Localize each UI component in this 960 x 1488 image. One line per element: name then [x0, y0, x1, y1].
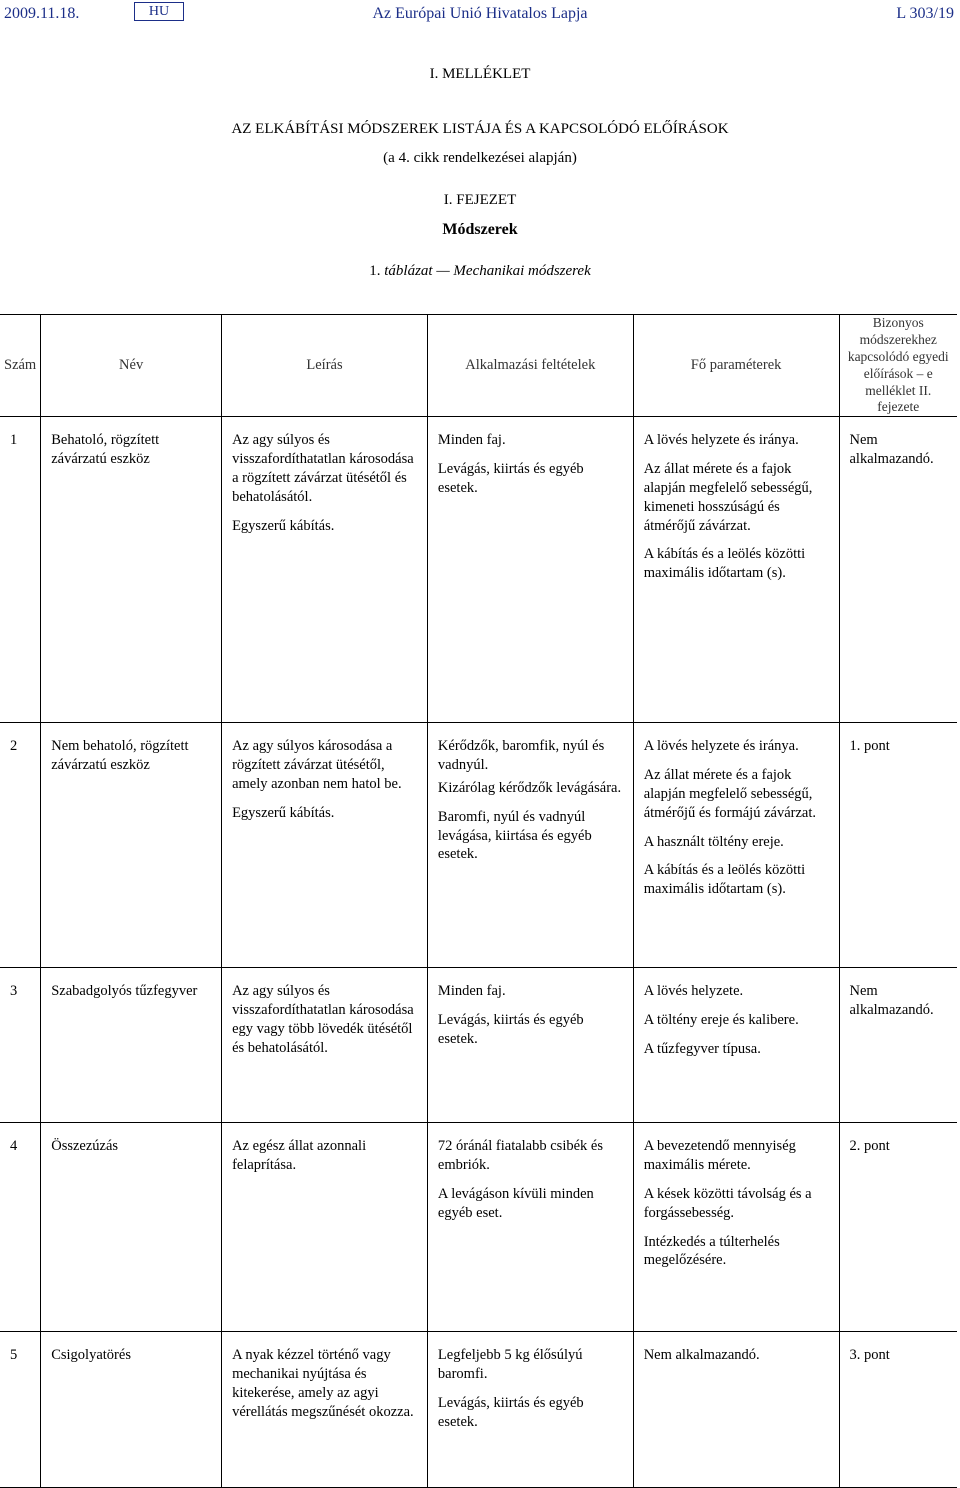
annex-title: I. MELLÉKLET	[429, 66, 531, 82]
cond-para: Levágás, kiirtás és egyéb esetek.	[437, 461, 584, 496]
param-para: A lövés helyzete és iránya.	[643, 432, 799, 449]
table-caption	[0, 263, 960, 280]
param-para: A használt töltény ereje.	[643, 833, 784, 850]
cell-requirements: 1. pont	[839, 723, 957, 968]
header-cell: Alkalmazási feltételek	[427, 315, 633, 417]
cell-desc	[222, 1123, 428, 1332]
methods-table	[0, 314, 957, 1488]
cell-params	[633, 1123, 839, 1332]
cell-name: Csigolyatörés	[41, 1332, 222, 1488]
journal-title: Az Európai Unió Hivatalos Lapja	[372, 5, 588, 22]
cell-conditions	[427, 968, 633, 1123]
param-para: A kések közötti távolság és a forgássebesség.	[643, 1185, 812, 1221]
param-para: A lövés helyzete és iránya.	[643, 738, 799, 755]
cell-requirements: 3. pont	[839, 1332, 957, 1488]
cell-params	[633, 968, 839, 1123]
header-cell: Szám	[0, 315, 41, 417]
cell-desc	[222, 417, 428, 723]
header-cell: Név	[41, 315, 222, 417]
param-para: Intézkedés a túlterhelés megelőzésére.	[643, 1233, 780, 1269]
desc-para: A nyak kézzel történő vagy mechanikai nyújtása és kitekerése, amely az agyi vérellátás megszűnését okozza.	[232, 1347, 414, 1420]
cell-desc	[222, 968, 428, 1123]
cell-desc	[222, 1332, 428, 1488]
cell-num: 3	[0, 968, 41, 1123]
param-para: A tűzfegyver típusa.	[643, 1040, 761, 1057]
cond-para: Legfeljebb 5 kg élősúlyú baromfi.	[437, 1347, 583, 1383]
table-row	[0, 1123, 957, 1332]
cell-params	[633, 1332, 839, 1488]
desc-para: Az agy súlyos károsodása a rögzített závárzat ütésétől, amely azonban nem hatol be.	[232, 738, 402, 792]
header-cell: Bizonyos módszerekhez kapcsolódó egyedi előírások – e melléklet II. fejezete	[839, 315, 957, 417]
publication-date: 2009.11.18.	[4, 5, 80, 22]
table-row	[0, 723, 957, 968]
cond-para: Minden faj.	[437, 983, 506, 1000]
param-para: A kábítás és a leölés közötti maximális időtartam (s).	[643, 546, 806, 582]
cell-name: Szabadgolyós tűzfegyver	[41, 968, 222, 1123]
desc-para: Egyszerű kábítás.	[232, 517, 335, 534]
cell-num: 4	[0, 1123, 41, 1332]
cond-para: Minden faj.	[437, 432, 506, 449]
cell-conditions	[427, 417, 633, 723]
header-cell: Leírás	[222, 315, 428, 417]
cell-num: 2	[0, 723, 41, 968]
table-header-row	[0, 315, 957, 417]
cell-name: Nem behatoló, rögzített závárzatú eszköz	[41, 723, 222, 968]
cond-para: A levágáson kívüli minden egyéb eset.	[437, 1185, 594, 1221]
table-row	[0, 1332, 957, 1488]
cell-conditions	[427, 1123, 633, 1332]
cell-params	[633, 417, 839, 723]
header-cell: Fő paraméterek	[633, 315, 839, 417]
cell-name: Összezúzás	[41, 1123, 222, 1332]
table-row	[0, 968, 957, 1123]
cond-para: Baromfi, nyúl és vadnyúl levágása, kiirtása és egyéb esetek.	[437, 808, 592, 863]
cond-para: Kérődzők, baromfik, nyúl és vadnyúl.	[437, 738, 605, 774]
cell-requirements: Nem alkalmazandó.	[839, 968, 957, 1123]
cond-para: 72 óránál fiatalabb csibék és embriók.	[437, 1138, 603, 1174]
caption-number: 1.	[369, 263, 385, 279]
cond-para: Kizárólag kérődzők levágására.	[437, 779, 622, 796]
desc-para: Egyszerű kábítás.	[232, 804, 335, 821]
language-badge: HU	[134, 2, 184, 21]
param-para: Az állat mérete és a fajok alapján megfelelő sebességű, kimeneti hosszúságú és átmérőjű závárzat.	[643, 461, 813, 534]
page-number: L 303/19	[896, 5, 954, 22]
caption-title: táblázat — Mechanikai módszerek	[384, 263, 591, 279]
table-caption-text	[369, 263, 591, 279]
desc-para: Az agy súlyos és visszafordíthatatlan károsodása egy vagy több lövedék ütésétől és behatolásától.	[232, 983, 414, 1056]
cell-requirements: 2. pont	[839, 1123, 957, 1332]
cell-desc	[222, 723, 428, 968]
main-title: AZ ELKÁBÍTÁSI MÓDSZEREK LISTÁJA ÉS A KAPCSOLÓDÓ ELŐÍRÁSOK	[231, 121, 729, 137]
cond-para: Levágás, kiirtás és egyéb esetek.	[437, 1012, 584, 1047]
cell-conditions	[427, 723, 633, 968]
param-para: A lövés helyzete.	[643, 983, 744, 1000]
param-para: A kábítás és a leölés közötti maximális időtartam (s).	[643, 862, 806, 898]
cell-params	[633, 723, 839, 968]
cell-requirements: Nem alkalmazandó.	[839, 417, 957, 723]
page-header	[0, 0, 960, 40]
param-para: A töltény ereje és kalibere.	[643, 1012, 799, 1029]
subtitle: (a 4. cikk rendelkezései alapján)	[383, 150, 577, 166]
cell-num: 1	[0, 417, 41, 723]
cell-name: Behatoló, rögzített závárzatú eszköz	[41, 417, 222, 723]
section-title: Módszerek	[442, 221, 518, 238]
cell-num: 5	[0, 1332, 41, 1488]
param-para: A bevezetendő mennyiség maximális mérete.	[643, 1138, 796, 1174]
param-para: Nem alkalmazandó.	[643, 1347, 760, 1364]
cond-para: Levágás, kiirtás és egyéb esetek.	[437, 1394, 584, 1430]
chapter-title: I. FEJEZET	[443, 192, 517, 208]
table-row	[0, 417, 957, 723]
desc-para: Az egész állat azonnali felaprítása.	[232, 1138, 367, 1174]
cell-conditions	[427, 1332, 633, 1488]
param-para: Az állat mérete és a fajok alapján megfelelő sebességű, átmérőjű és formájú závárzat.	[643, 767, 816, 821]
desc-para: Az agy súlyos és visszafordíthatatlan károsodása a rögzített závárzat ütésétől és behatolásától.	[232, 432, 414, 505]
